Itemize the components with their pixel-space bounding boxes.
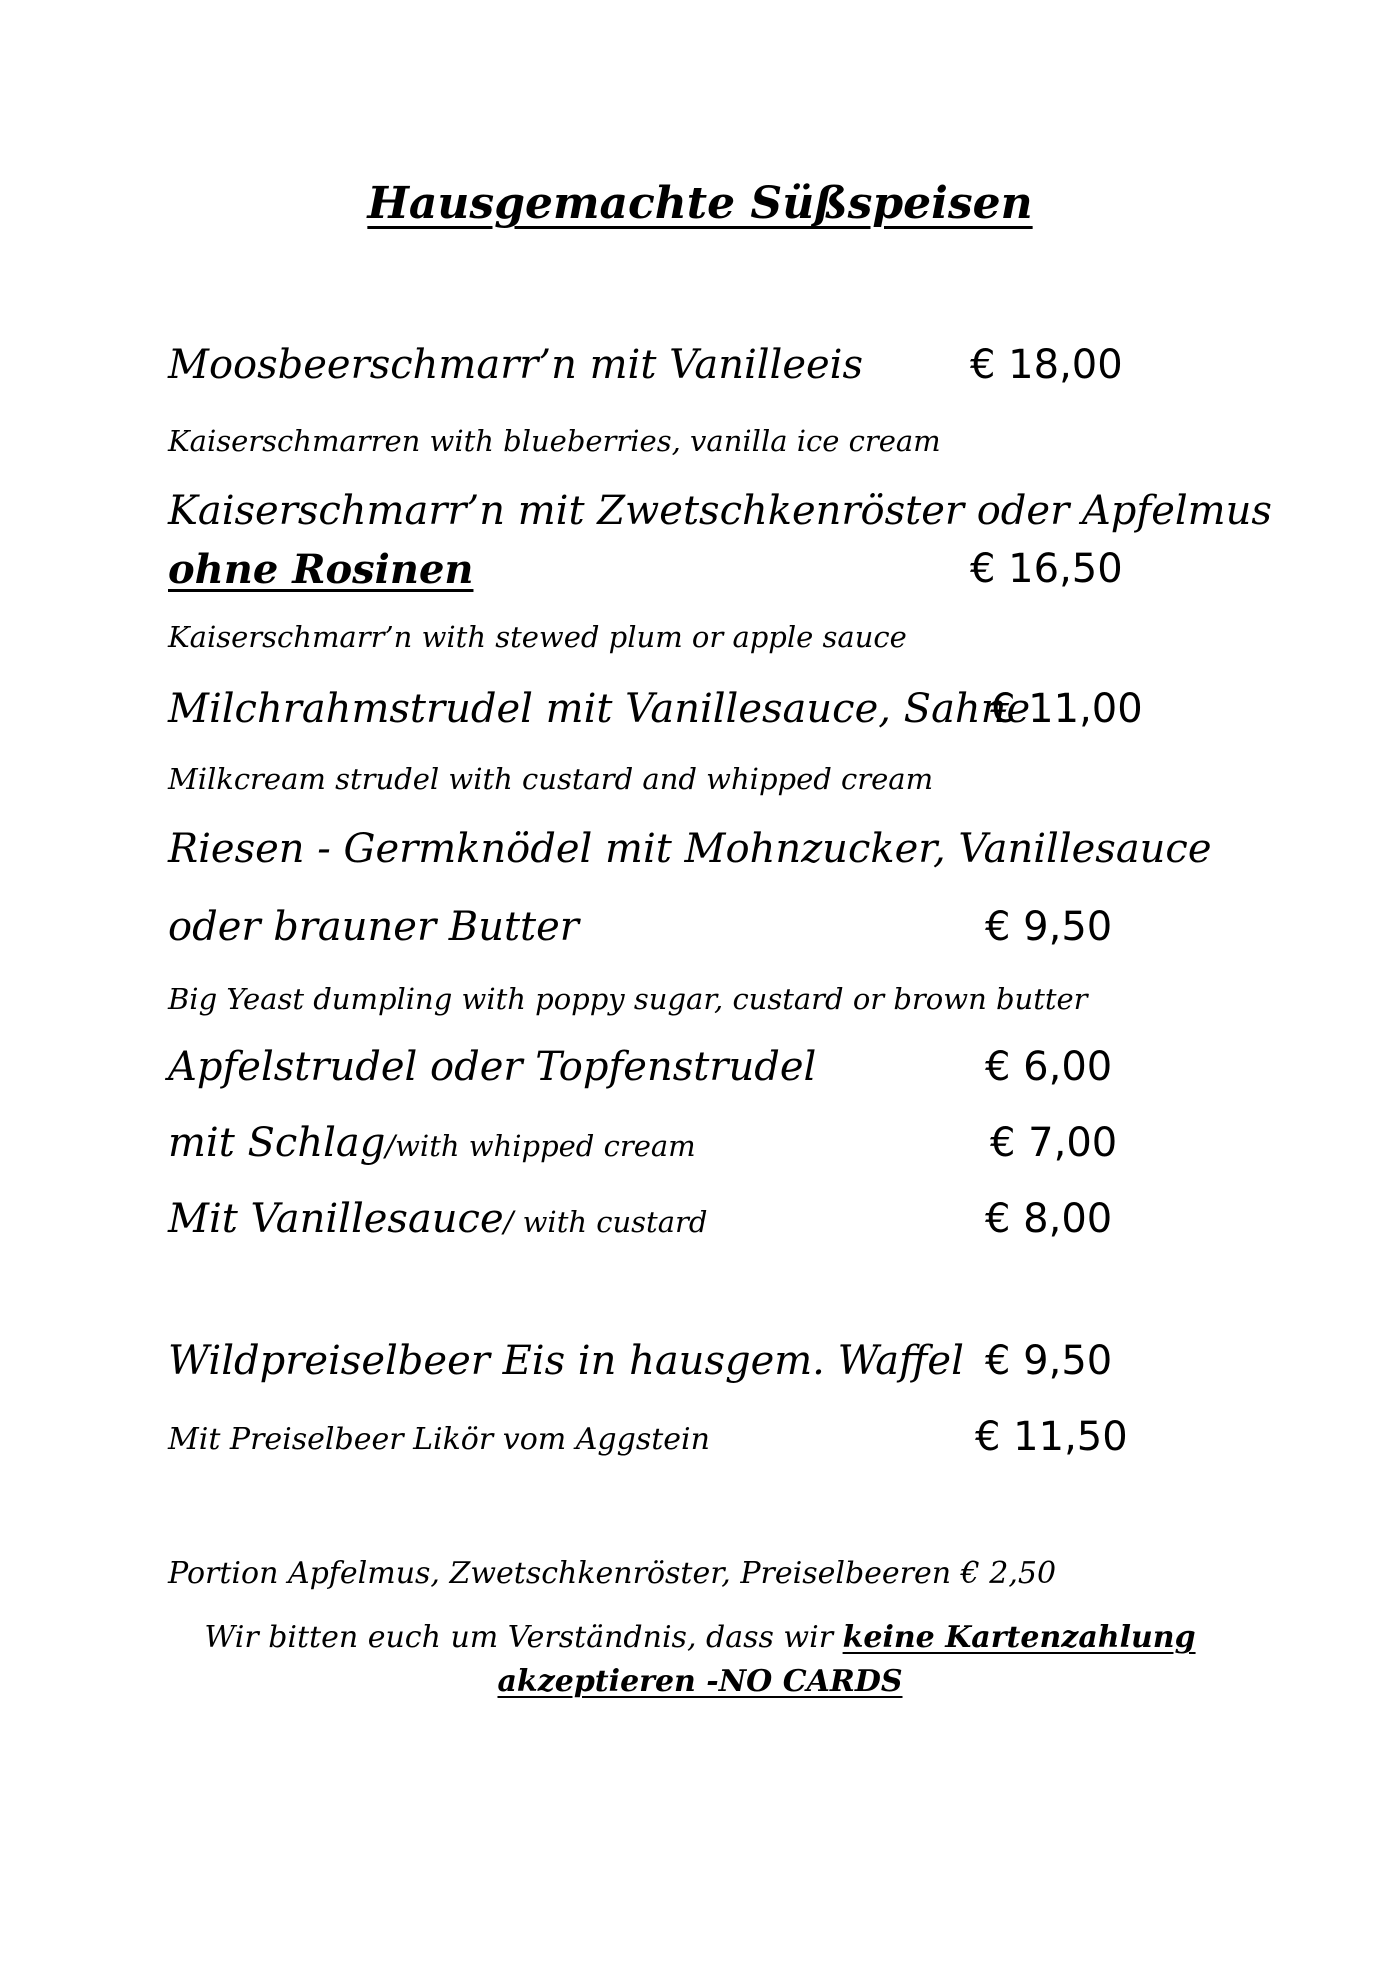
item-1-description: Kaiserschmarren with blueberries, vanilla ice cream: [168, 424, 941, 458]
page-title: Hausgemachte Süßspeisen: [367, 178, 1033, 229]
item-3-price: € 11,00: [990, 686, 1143, 732]
payment-note-line2: [0, 1664, 1400, 1699]
payment-note-line1: [0, 1620, 1400, 1655]
item-2-name: Kaiserschmarr’n mit Zwetschkenröster oder Apfelmus: [168, 488, 1272, 534]
item-8-name: Wildpreiselbeer Eis in hausgem. Waffel: [168, 1338, 964, 1384]
item-4-description: Big Yeast dumpling with poppy sugar, custard or brown butter: [168, 982, 1088, 1016]
item-6-name-suffix: /with whipped cream: [385, 1129, 696, 1163]
item-6-name-main: mit Schlag: [168, 1120, 386, 1166]
item-3-name: Milchrahmstrudel mit Vanillesauce, Sahne: [168, 686, 1031, 732]
payment-note-text: Wir bitten euch um Verständnis, dass wir: [204, 1620, 843, 1655]
item-2-price: € 16,50: [970, 546, 1123, 592]
item-8-price: € 9,50: [985, 1338, 1113, 1384]
item-9-price: € 11,50: [975, 1414, 1128, 1460]
no-card-payment-highlight: keine Kartenzahlung: [842, 1620, 1196, 1655]
item-1-name: Moosbeerschmarr’n mit Vanilleeis: [168, 342, 863, 388]
item-7-price: € 8,00: [985, 1196, 1113, 1242]
item-4-name-line2: oder brauner Butter: [168, 904, 579, 950]
no-cards-highlight: akzeptieren -NO CARDS: [497, 1664, 903, 1699]
item-7-name: [168, 1196, 707, 1242]
item-4-price: € 9,50: [985, 904, 1113, 950]
item-7-name-suffix: / with custard: [503, 1205, 708, 1239]
item-5-price: € 6,00: [985, 1044, 1113, 1090]
item-6-name: [168, 1120, 696, 1166]
item-6-price: € 7,00: [990, 1120, 1118, 1166]
item-5-name: Apfelstrudel oder Topfenstrudel: [168, 1044, 817, 1090]
item-7-name-main: Mit Vanillesauce: [168, 1196, 504, 1242]
side-portion-note: Portion Apfelmus, Zwetschkenröster, Preiselbeeren € 2,50: [168, 1556, 1057, 1591]
item-2-name-line2: ohne Rosinen: [168, 546, 474, 593]
item-1-price: € 18,00: [970, 342, 1123, 388]
item-2-description: Kaiserschmarr’n with stewed plum or apple sauce: [168, 620, 907, 654]
item-4-name: Riesen - Germknödel mit Mohnzucker, Vanillesauce: [168, 826, 1212, 872]
item-9-name: Mit Preiselbeer Likör vom Aggstein: [168, 1422, 710, 1457]
item-3-description: Milkcream strudel with custard and whipped cream: [168, 762, 934, 796]
